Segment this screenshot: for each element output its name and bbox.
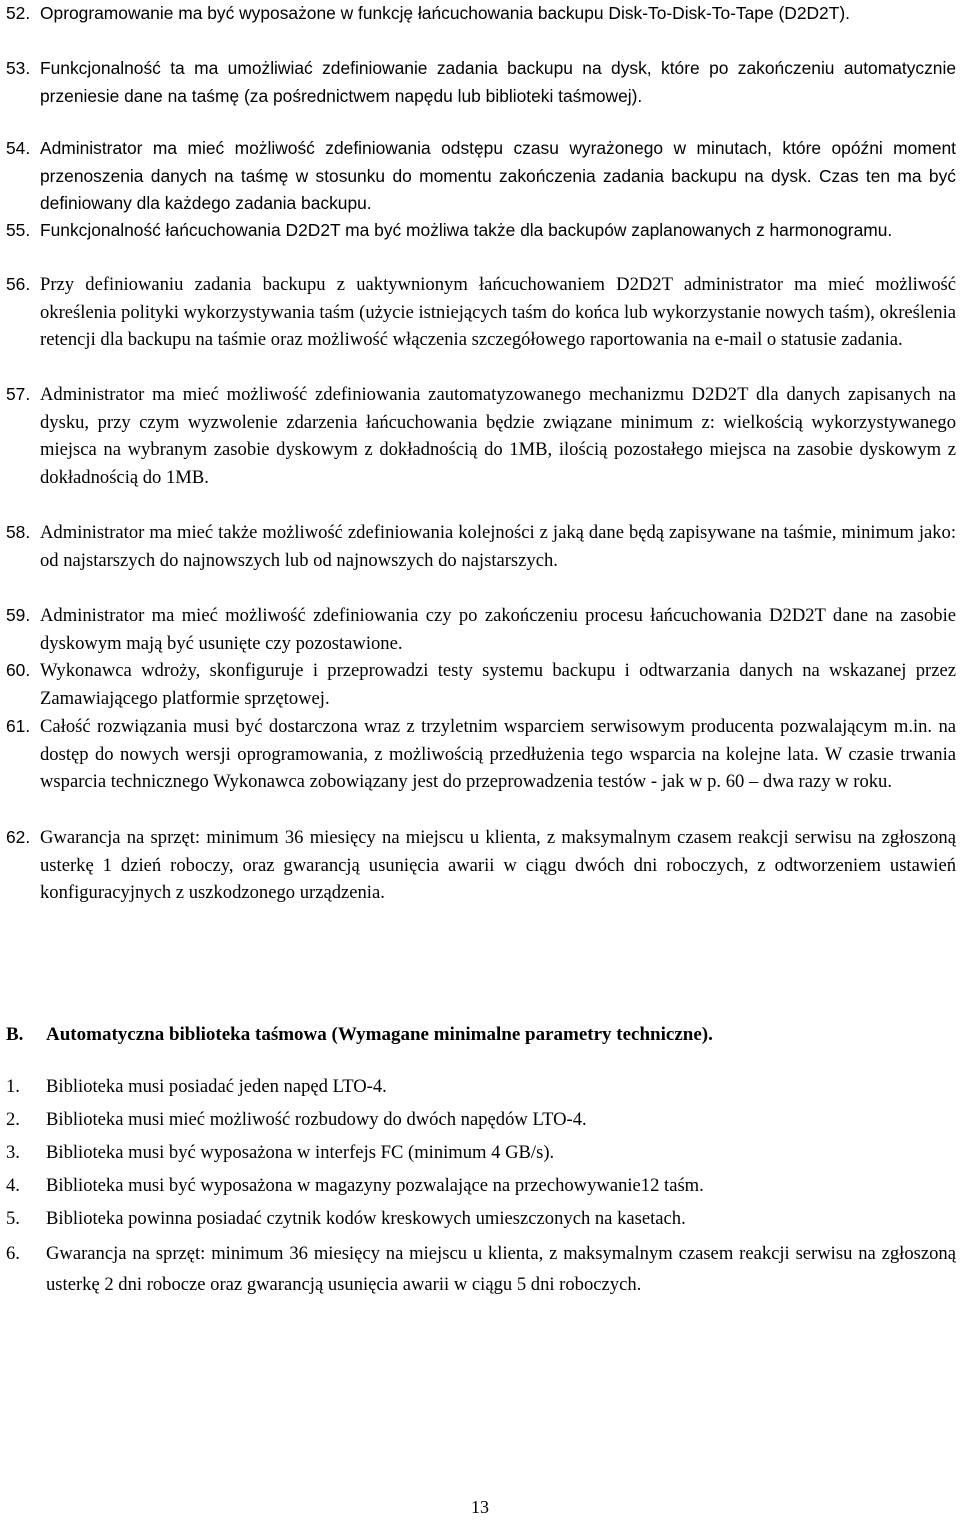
library-item-1 [6, 1073, 956, 1101]
requirement-text: Przy definiowaniu zadania backupu z uaktywnionym łańcuchowaniem D2D2T administrator ma mieć możliwość określenia polityki wykorzystywania taśm (użycie istniejących taśm do końca lub wykorzystanie nowych taśm), określenia retencji dla backupu na taśmie oraz możliwość włączenia szczegółowego raportowania na e-mail o statusie zadania. [40, 274, 957, 350]
item-number: 6. [6, 1243, 20, 1264]
page-number: 13 [471, 1497, 489, 1517]
requirement-number: 58. [6, 522, 31, 542]
requirement-number: 61. [6, 716, 31, 736]
requirement-number: 62. [6, 827, 31, 847]
item-number: 3. [6, 1142, 20, 1163]
library-item-4 [6, 1172, 956, 1200]
requirement-56 [6, 271, 956, 354]
requirement-53 [6, 55, 956, 110]
item-text: Biblioteka musi być wyposażona w interfejs FC (minimum 4 GB/s). [46, 1142, 555, 1163]
requirement-number: 60. [6, 660, 31, 680]
requirement-58 [6, 519, 956, 574]
requirement-text: Administrator ma mieć możliwość zdefiniowania odstępu czasu wyrażonego w minutach, które opóźni moment przenoszenia danych na taśmę w stosunku do momentu zakończenia zadania backupu na dysk. Czas ten ma być definiowany dla każdego zadania backupu. [40, 138, 956, 213]
requirement-52 [6, 0, 956, 28]
requirement-59 [6, 602, 956, 657]
requirement-number: 56. [6, 274, 31, 294]
requirement-62 [6, 824, 956, 907]
section-heading [6, 1022, 956, 1048]
requirement-number: 55. [6, 220, 31, 240]
item-number: 5. [6, 1208, 20, 1229]
item-number: 2. [6, 1109, 20, 1130]
item-number: 1. [6, 1076, 20, 1097]
item-text: Biblioteka musi posiadać jeden napęd LTO-4. [46, 1076, 387, 1097]
library-item-2 [6, 1106, 956, 1134]
item-number: 4. [6, 1175, 20, 1196]
requirement-text: Wykonawca wdroży, skonfiguruje i przeprowadzi testy systemu backupu i odtwarzania danych na wskazanej przez Zamawiającego platformie sprzętowej. [40, 660, 956, 709]
item-text: Biblioteka musi mieć możliwość rozbudowy do dwóch napędów LTO-4. [46, 1109, 587, 1130]
requirement-text: Oprogramowanie ma być wyposażone w funkcję łańcuchowania backupu Disk-To-Disk-To-Tape (D2D2T). [40, 3, 850, 23]
requirement-54 [6, 135, 956, 218]
section-title: Automatyczna biblioteka taśmowa (Wymagane minimalne parametry techniczne). [46, 1024, 713, 1045]
requirement-55 [6, 217, 956, 245]
requirement-60 [6, 657, 956, 712]
requirement-text: Gwarancja na sprzęt: minimum 36 miesięcy na miejscu u klienta, z maksymalnym czasem reakcji serwisu na zgłoszoną usterkę 1 dzień roboczy, oraz gwarancją usunięcia awarii w ciągu dwóch dni roboczych, z odtworzeniem ustawień konfiguracyjnych z uszkodzonego urządzenia. [40, 827, 956, 903]
requirement-57 [6, 381, 956, 491]
requirement-number: 54. [6, 138, 31, 158]
requirement-text: Administrator ma mieć także możliwość zdefiniowania kolejności z jaką dane będą zapisywane na taśmie, minimum jako: od najstarszych do najnowszych lub od najnowszych do najstarszych. [40, 522, 956, 571]
item-text: Gwarancja na sprzęt: minimum 36 miesięcy na miejscu u klienta, z maksymalnym czasem reakcji serwisu na zgłoszoną usterkę 2 dni robocze oraz gwarancją usunięcia awarii w ciągu 5 dni roboczych. [46, 1243, 956, 1295]
item-text: Biblioteka powinna posiadać czytnik kodów kreskowych umieszczonych na kasetach. [46, 1208, 686, 1229]
requirement-text: Administrator ma mieć możliwość zdefiniowania zautomatyzowanego mechanizmu D2D2T dla danych zapisanych na dysku, przy czym wyzwolenie zdarzenia łańcuchowania będzie związane minimum z: wielkością wykorzystywanego miejsca na wybranym zasobie dyskowym z dokładnością do 1MB, ilością pozostałego miejsca na zasobie dyskowym z dokładnością do 1MB. [40, 384, 956, 488]
requirement-number: 57. [6, 384, 31, 404]
library-item-6 [6, 1238, 956, 1300]
requirement-text: Funkcjonalność ta ma umożliwiać zdefiniowanie zadania backupu na dysk, które po zakończeniu automatycznie przeniesie dane na taśmę (za pośrednictwem napędu lub biblioteki taśmowej). [40, 58, 956, 106]
requirement-text: Administrator ma mieć możliwość zdefiniowania czy po zakończeniu procesu łańcuchowania D2D2T dane na zasobie dyskowym mają być usunięte czy pozostawione. [40, 605, 956, 654]
section-letter: B. [6, 1024, 24, 1045]
requirement-text: Całość rozwiązania musi być dostarczona wraz z trzyletnim wsparciem serwisowym producenta pozwalającym m.in. na dostęp do nowych wersji oprogramowania, z możliwością przedłużenia tego wsparcia na kolejne lata. W czasie trwania wsparcia technicznego Wykonawca zobowiązany jest do przeprowadzenia testów - jak w p. 60 – dwa razy w roku. [40, 716, 956, 792]
library-item-5 [6, 1205, 956, 1233]
library-item-3 [6, 1139, 956, 1167]
item-text: Biblioteka musi być wyposażona w magazyny pozwalające na przechowywanie12 taśm. [46, 1175, 704, 1196]
requirement-61 [6, 713, 956, 796]
requirement-number: 59. [6, 605, 31, 625]
requirement-number: 53. [6, 58, 31, 78]
requirement-text: Funkcjonalność łańcuchowania D2D2T ma być możliwa także dla backupów zaplanowanych z harmonogramu. [40, 220, 893, 240]
requirement-number: 52. [6, 3, 31, 23]
